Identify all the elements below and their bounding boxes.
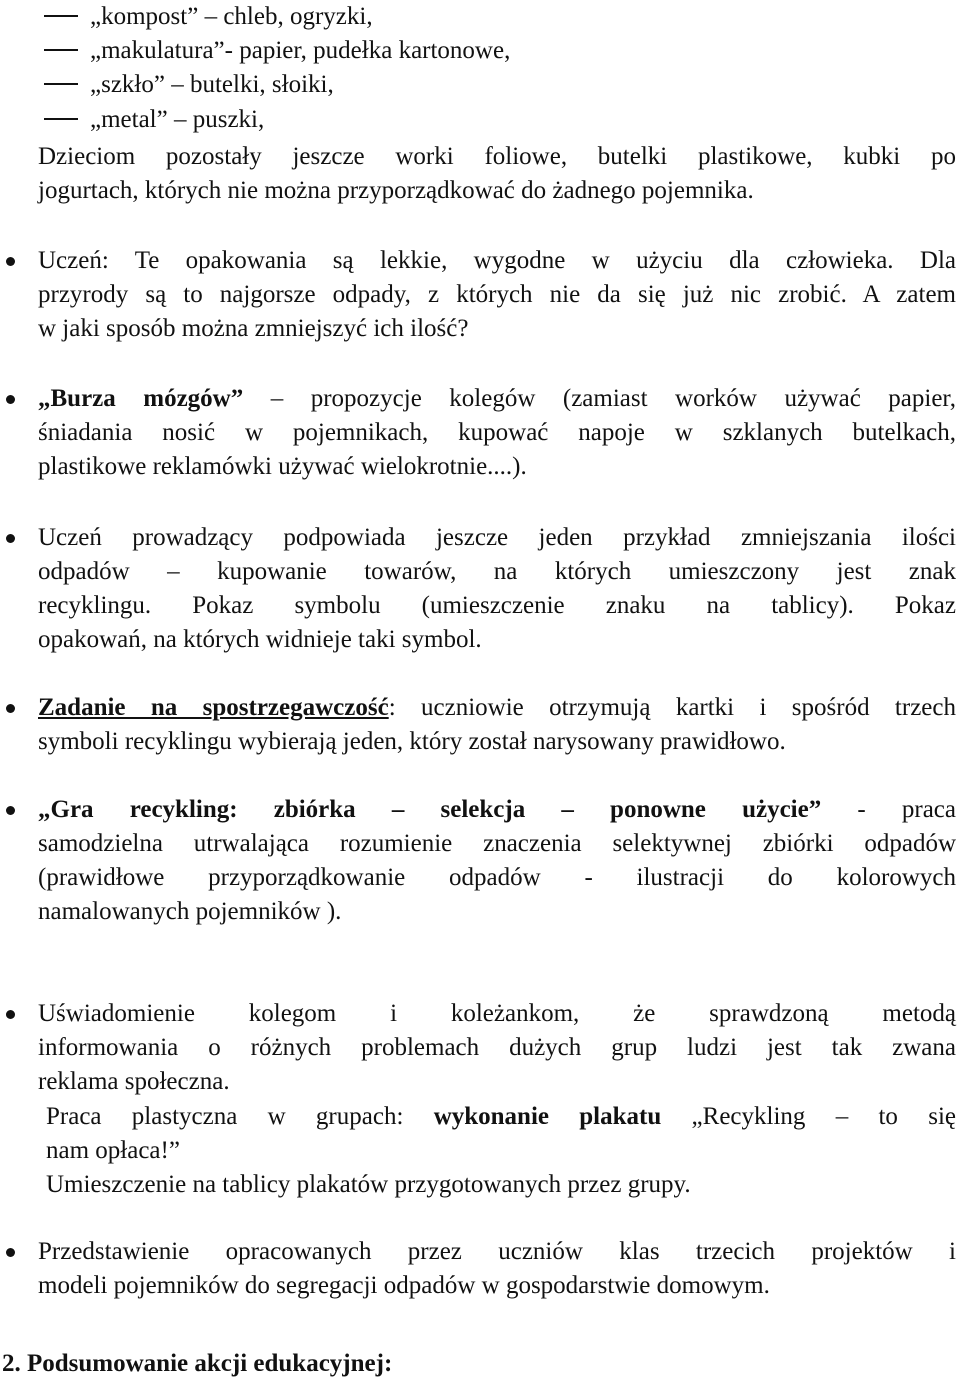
- dash-list-item: „kompost” – chleb, ogryzki,: [44, 0, 373, 34]
- paragraph-przedstawienie: Przedstawienie opracowanych przez uczniów klas trzecich projektów i modeli pojemników do segregacji odpadów w gospodarstwie domowym.: [38, 1238, 956, 1299]
- paragraph-uswiadomienie: Uświadomienie kolegom i koleżankom, że sprawdzoną metodą informowania o różnych problemach dużych grup ludzi jest tak zwana reklama społeczna.: [38, 1000, 956, 1095]
- dash-marker: [44, 49, 78, 51]
- paragraph-burza-mozgow: „Burza mózgów” – propozycje kolegów (zamiast worków używać papier, śniadania nosić w pojemnikach, kupować napoje w szklanych butelkach, plastikowe reklamówki używać wielokrotnie....).: [38, 385, 957, 480]
- dash-list-item: „szkło” – butelki, słoiki,: [44, 68, 334, 102]
- bullet-icon: [6, 704, 15, 713]
- bullet-icon: [6, 1010, 15, 1019]
- bullet-icon: [6, 534, 15, 543]
- bullet-icon: [6, 1248, 15, 1257]
- paragraph-praca-plastyczna: Praca plastyczna w grupach: wykonanie plakatu „Recykling – to się nam opłaca!” Umieszczenie na tablicy plakatów przygotowanych przez grupy.: [46, 1103, 956, 1198]
- paragraph-uczen-prowadzacy: Uczeń prowadzący podpowiada jeszcze jeden przykład zmniejszania ilości odpadów – kupowanie towarów, na których umieszczony jest znak recyklingu. Pokaz symbolu (umieszczenie znaku na tablicy). Pokaz opakowań, na których widnieje taki symbol.: [38, 524, 956, 653]
- paragraph-uczen: Uczeń: Te opakowania są lekkie, wygodne w użyciu dla człowieka. Dla przyrody są to najgorsze odpady, z których nie da się już nic zrobić. A zatem w jaki sposób można zmniejszyć ich ilość?: [38, 247, 956, 342]
- bullet-icon: [6, 395, 15, 404]
- bullet-icon: [6, 257, 15, 266]
- paragraph-zadanie: Zadanie na spostrzegawczość: uczniowie otrzymują kartki i spośród trzech symboli recyklingu wybierają jeden, który został narysowany prawidłowo.: [38, 694, 956, 755]
- dash-list-item: „metal” – puszki,: [44, 103, 264, 137]
- dash-marker: [44, 15, 78, 17]
- section-heading: 2. Podsumowanie akcji edukacyjnej:: [2, 1350, 393, 1377]
- bullet-icon: [6, 806, 15, 815]
- intro-paragraph: Dzieciom pozostały jeszcze worki foliowe, butelki plastikowe, kubki po jogurtach, których nie można przyporządkować do żadnego pojemnika.: [38, 143, 956, 204]
- dash-marker: [44, 83, 78, 85]
- dash-list-item: „makulatura”- papier, pudełka kartonowe,: [44, 34, 510, 68]
- dash-marker: [44, 118, 78, 120]
- paragraph-gra-recykling: „Gra recykling: zbiórka – selekcja – ponowne użycie” - praca samodzielna utrwalająca rozumienie znaczenia selektywnej zbiórki odpadów (prawidłowe przyporządkowanie odpadów - ilustracji do kolorowych namalowanych pojemników ).: [38, 796, 956, 925]
